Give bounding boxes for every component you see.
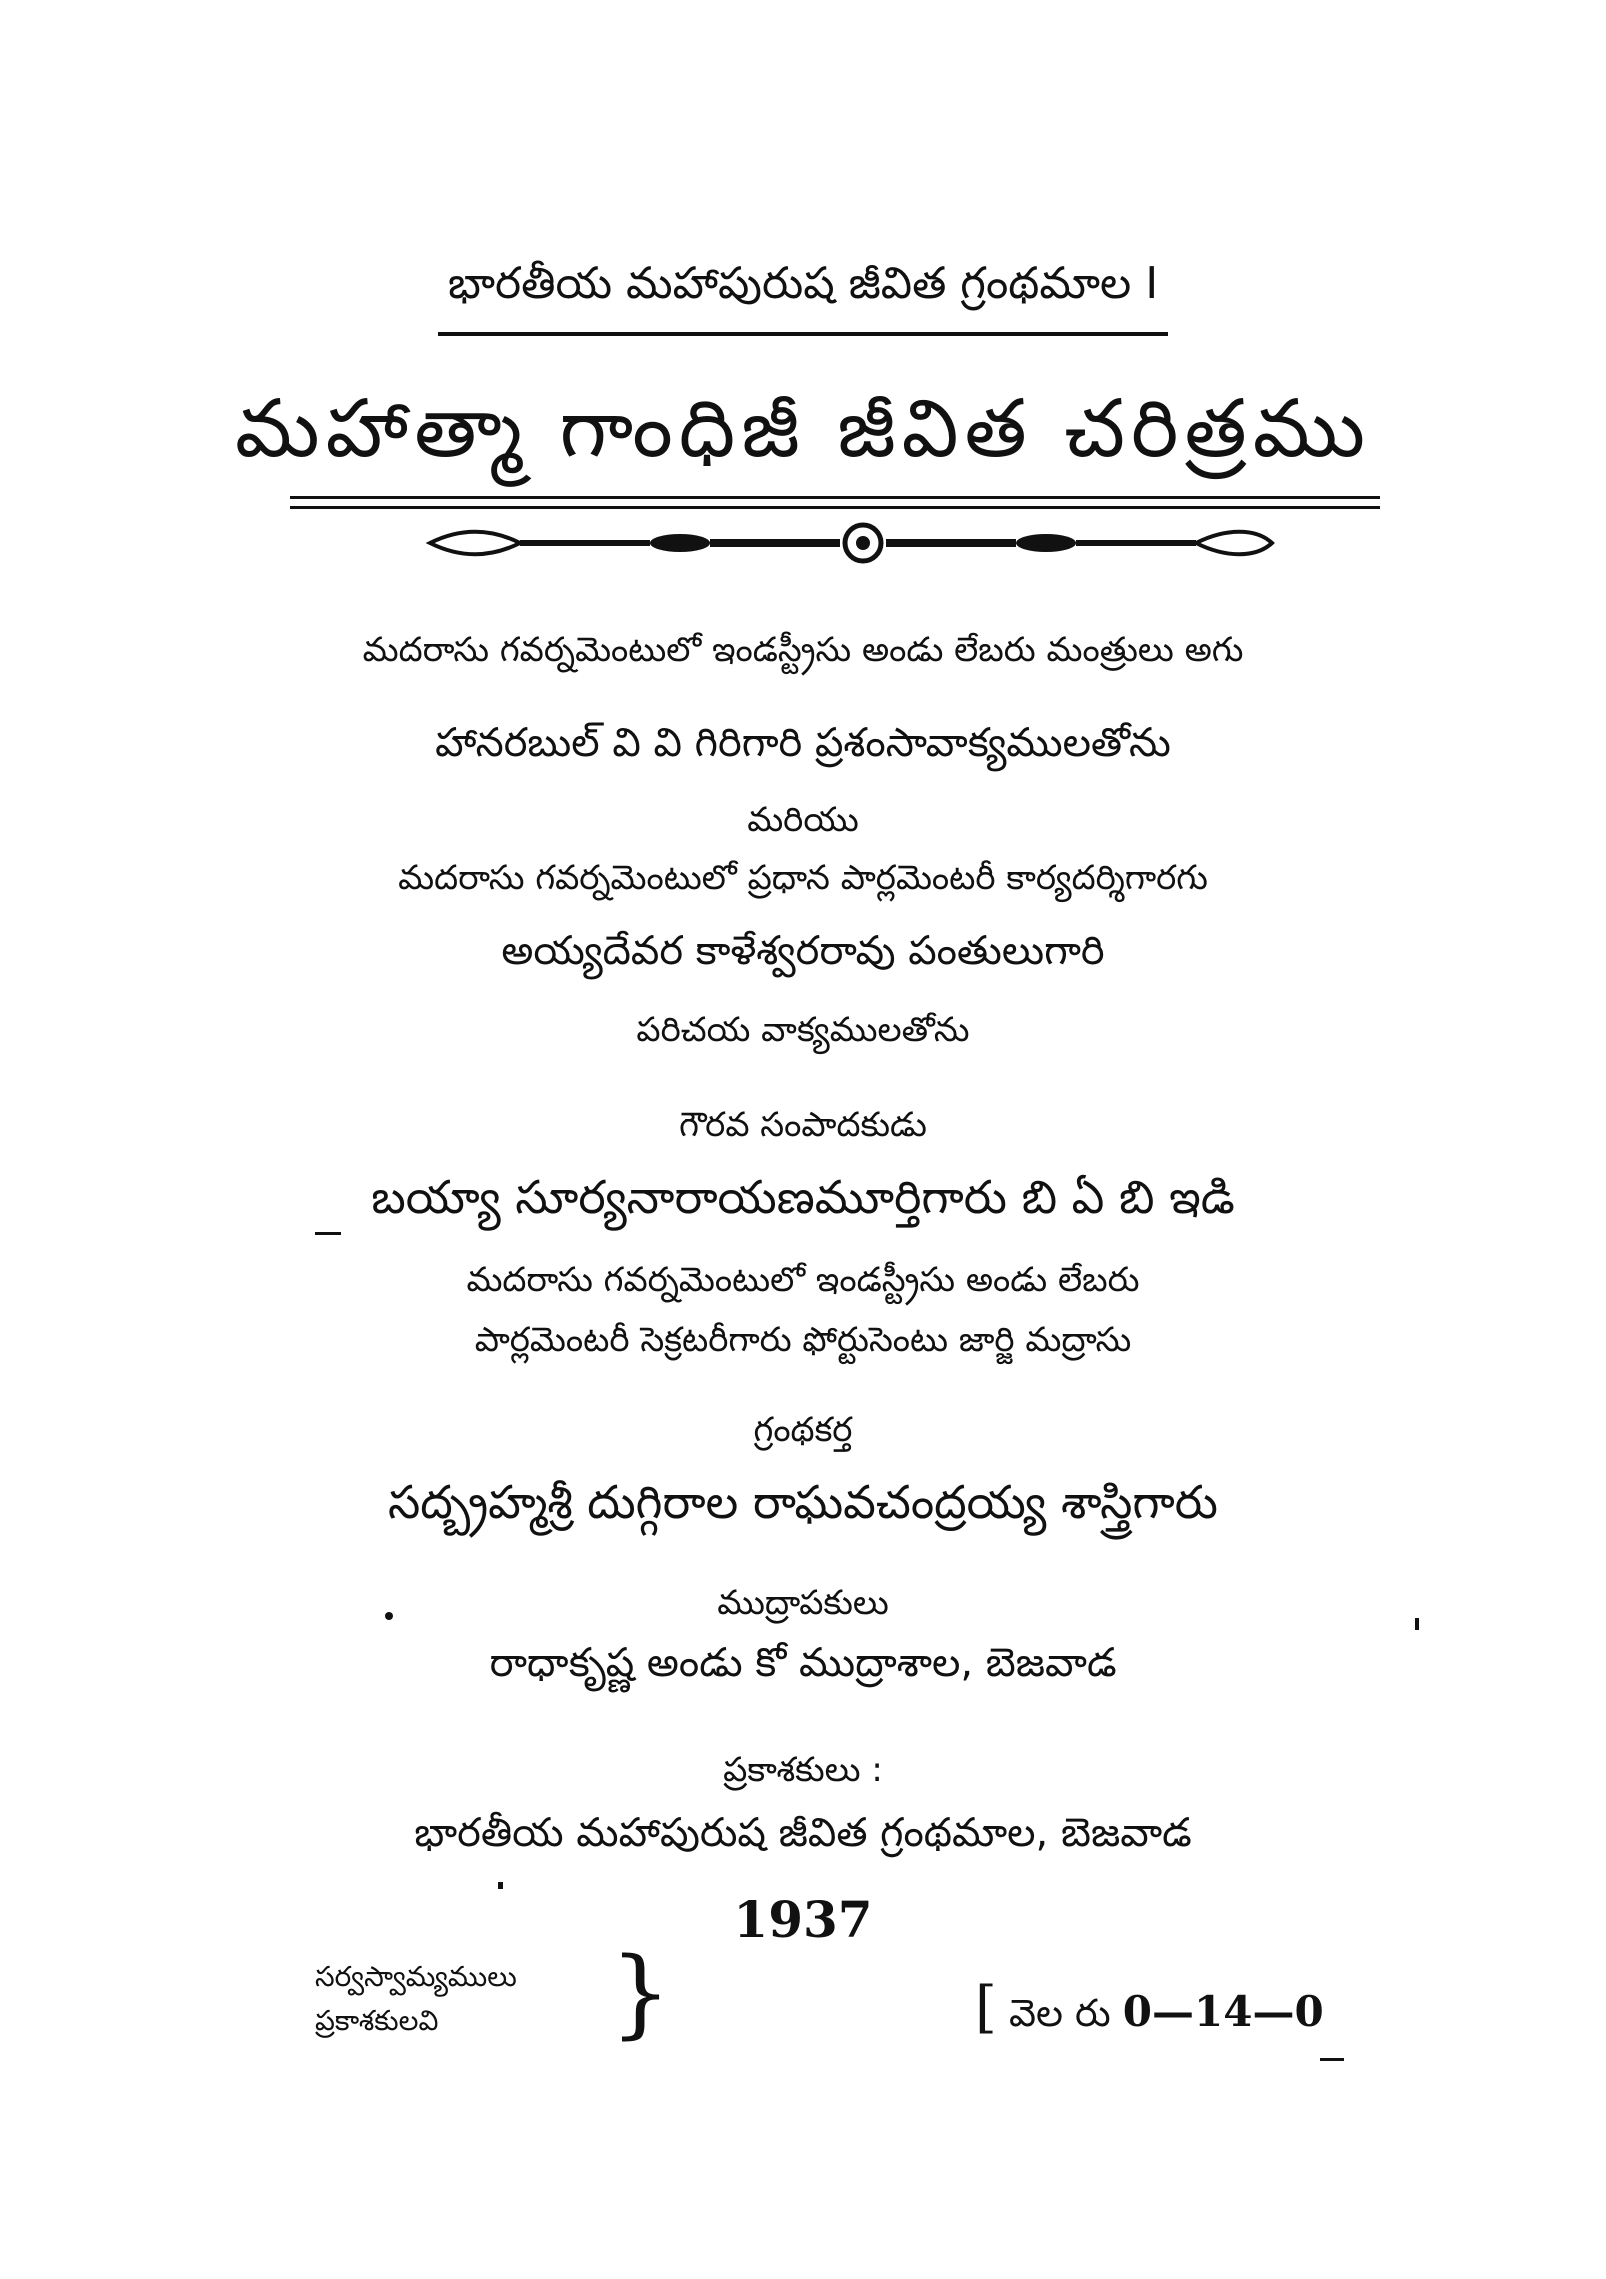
series-title: భారతీయ మహాపురుష జీవిత గ్రంథమాల I xyxy=(438,258,1168,336)
intro-line-1: మదరాసు గవర్నమెంటులో ప్రధాన పార్లమెంటరీ కార్యదర్శిగారగు xyxy=(398,858,1208,898)
publisher-label: ప్రకాశకులు : xyxy=(723,1750,883,1790)
title-rule-top xyxy=(290,496,1380,499)
author-label: గ్రంథకర్త xyxy=(753,1410,853,1450)
ink-speck xyxy=(498,1882,503,1889)
publication-year: 1937 xyxy=(733,1890,873,1949)
ink-speck xyxy=(1415,1618,1419,1630)
price-block xyxy=(975,1975,1324,2045)
ink-speck xyxy=(1320,2058,1344,2061)
publisher-name: భారతీయ మహాపురుష జీవిత గ్రంథమాల, బెజవాడ xyxy=(414,1810,1192,1856)
editor-label: గౌరవ సంపాదకుడు xyxy=(679,1105,927,1145)
foreword-line-1: మదరాసు గవర్నమెంటులో ఇండస్ట్రీసు అండు లేబరు మంత్రులు అగు xyxy=(362,630,1244,670)
printer-name: రాధాకృష్ణ అండు కో ముద్రాశాల, బెజవాడ xyxy=(489,1640,1117,1686)
ink-speck xyxy=(385,1612,393,1620)
and-word: మరియు xyxy=(747,800,859,840)
rights-block xyxy=(315,1955,517,2043)
intro-line-3: పరిచయ వాక్యములతోను xyxy=(636,1010,970,1050)
series-title-block xyxy=(0,258,1606,336)
price-value: 0—14—0 xyxy=(1122,1987,1324,2036)
editor-line-2: మదరాసు గవర్నమెంటులో ఇండస్ట్రీసు అండు లేబరు xyxy=(466,1260,1140,1300)
ornament-divider-icon xyxy=(420,520,1280,566)
brace-icon: } xyxy=(610,1937,672,2049)
book-title: మహాత్మా గాంధిజీ జీవిత చరిత్రము xyxy=(234,382,1372,475)
editor-name: బయ్యా సూర్యనారాయణమూర్తిగారు బి ఏ బి ఇడి xyxy=(371,1170,1235,1224)
price-label: వెల రు xyxy=(1008,1991,1111,2035)
rights-line-2: ప్రకాశకులవి xyxy=(315,2004,439,2037)
printer-label: ముద్రాపకులు xyxy=(717,1583,889,1623)
ink-speck xyxy=(315,1232,341,1235)
author-name: సద్బ్రహ్మశ్రీ దుగ్గిరాల రాఘవచంద్రయ్య శాస్త్రిగారు xyxy=(388,1475,1218,1529)
foreword-line-2: హానరబుల్ వి వి గిరిగారి ప్రశంసావాక్యములతోను xyxy=(435,720,1171,766)
bracket-icon: [ xyxy=(975,1975,997,2040)
title-rule-bottom xyxy=(290,506,1380,509)
intro-name: అయ్యదేవర కాళేశ్వరరావు పంతులుగారి xyxy=(501,928,1105,974)
rights-line-1: సర్వస్వామ్యములు xyxy=(315,1960,517,1993)
editor-line-3: పార్లమెంటరీ సెక్రటరీగారు ఫోర్టుసెంటు జార్జి మద్రాసు xyxy=(474,1320,1132,1360)
